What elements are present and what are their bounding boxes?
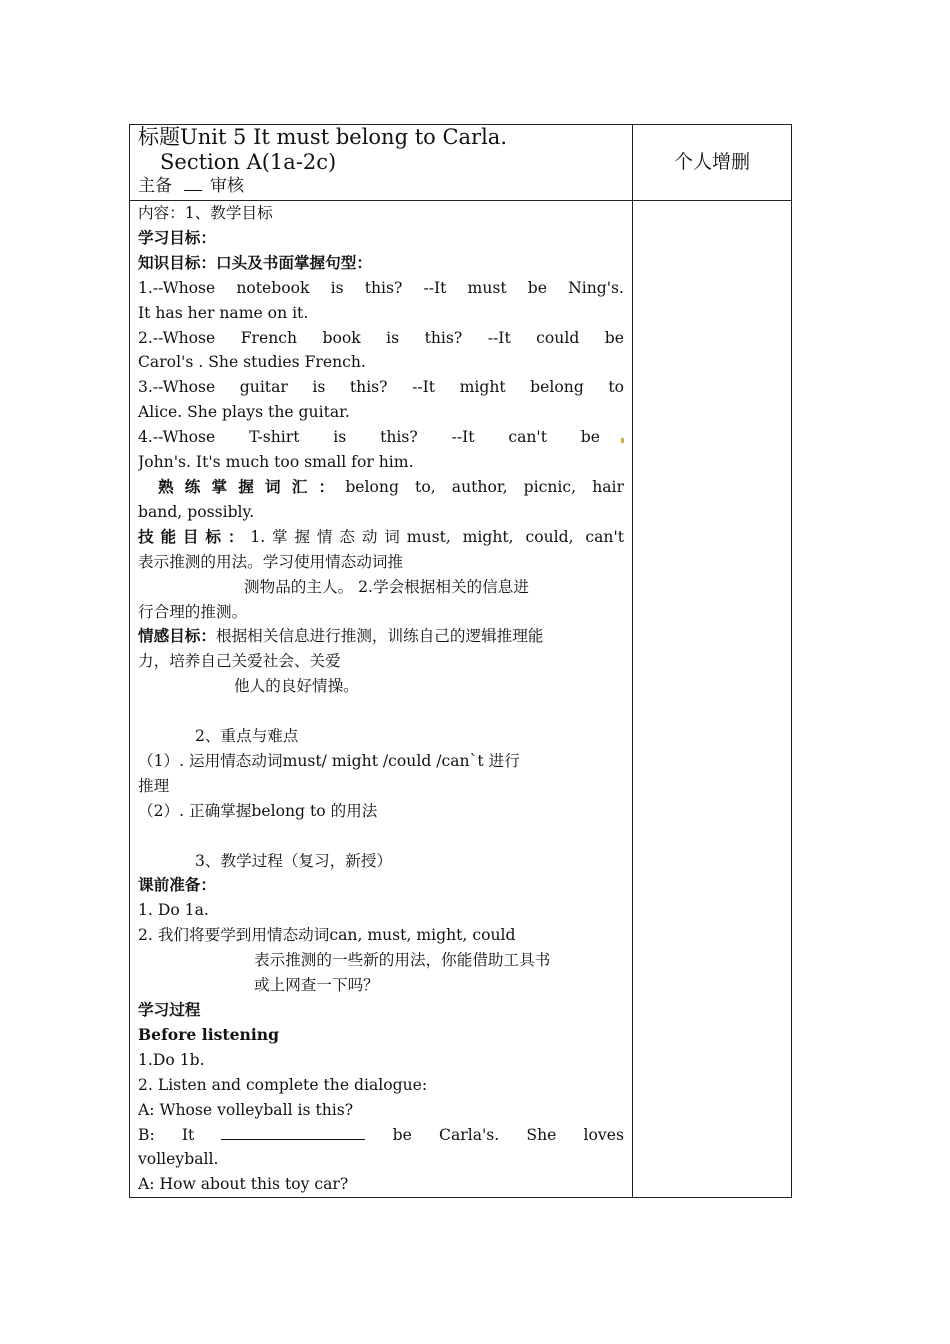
content-line: （1）. 运用情态动词must/ might /could /can`t 进行 — [138, 751, 520, 770]
spacer — [138, 699, 624, 724]
lesson-plan-table — [129, 124, 792, 1198]
skill-goals-line — [138, 525, 624, 550]
dialogue-text: be Carla's. She loves — [392, 1125, 624, 1144]
content-line: 测物品的主人。 2.学会根据相关的信息进 — [244, 577, 529, 596]
content-line: 行合理的推测。 — [138, 602, 248, 621]
before-listening-heading: Before listening — [138, 1024, 280, 1044]
dialogue-speaker-text: B: It — [138, 1125, 195, 1144]
personal-edit-heading: 个人增删 — [633, 125, 792, 201]
content-line: 推理 — [138, 776, 170, 795]
content-line: 1.Do 1b. — [138, 1050, 205, 1069]
learning-goals-heading: 学习目标： — [138, 228, 216, 247]
spacer — [138, 824, 624, 849]
ink-speck — [621, 438, 624, 443]
learning-process-heading: 学习过程 — [138, 1000, 201, 1019]
sentence-line: 4.--Whose T-shirt is this? --It can't be — [138, 428, 600, 447]
sentence-line: John's. It's much too small for him. — [138, 453, 414, 472]
sentence-line: 1.--Whose notebook is this? --It must be Ning's. — [138, 278, 624, 297]
sentence-line: 2.--Whose French book is this? --It could be — [138, 328, 624, 347]
review-label: 审核 — [210, 176, 244, 196]
prep-review-line — [138, 174, 624, 198]
sentence-line: Carol's . She studies French. — [138, 353, 366, 372]
content-cell — [130, 201, 633, 1198]
body-row — [130, 201, 792, 1198]
content-line: 2. Listen and complete the dialogue: — [138, 1075, 428, 1094]
knowledge-goals-heading: 知识目标：口头及书面掌握句型： — [138, 253, 372, 272]
dialogue-line: A: Whose volleyball is this? — [138, 1100, 354, 1119]
content-line: 或上网查一下吗？ — [254, 976, 379, 995]
content-line: 表示推测的一些新的用法，你能借助工具书 — [254, 951, 551, 970]
answer-blank[interactable] — [221, 1125, 365, 1140]
content-line: 表示推测的用法。学习使用情态动词推 — [138, 552, 404, 571]
lesson-content — [130, 201, 632, 1197]
lesson-section: Section A(1a-2c) — [160, 150, 337, 174]
emotion-goals-line — [138, 624, 624, 649]
content-line: 他人的良好情操。 — [234, 677, 359, 696]
sentence-line: Alice. She plays the guitar. — [138, 403, 350, 422]
content-line: 2. 我们将要学到用情态动词can, must, might, could — [138, 926, 516, 945]
header-row — [130, 125, 792, 201]
vocabulary-line: band, possibly. — [138, 502, 255, 521]
vocabulary-label: 熟练掌握词汇： — [158, 477, 346, 496]
personal-edit-column — [633, 201, 792, 1198]
emotion-goals-text: 根据相关信息进行推测，训练自己的逻辑推理能 — [215, 627, 544, 646]
title-cell — [130, 125, 633, 201]
vocabulary-line — [138, 475, 624, 500]
dialogue-line — [138, 1123, 624, 1148]
sentence-line: It has her name on it. — [138, 303, 309, 322]
process-heading: 3、教学过程（复习，新授） — [195, 851, 393, 870]
content-line: （2）. 正确掌握belong to 的用法 — [138, 801, 378, 820]
content-line: 力，培养自己关爱社会、关爱 — [138, 652, 341, 671]
vocabulary-text: belong to, author, picnic, hair — [345, 477, 624, 496]
emotion-goals-label: 情感目标： — [138, 627, 216, 646]
content-line: 1. Do 1a. — [138, 901, 209, 920]
prep-label: 主备 — [138, 176, 172, 196]
dialogue-line: A: How about this toy car? — [138, 1175, 349, 1194]
sentence-line: 3.--Whose guitar is this? --It might belong to — [138, 378, 624, 397]
skill-goals-label: 技能目标： — [138, 527, 251, 546]
prep-blank — [184, 176, 202, 191]
dialogue-line: volleyball. — [138, 1150, 219, 1169]
content-line: 内容：1、教学目标 — [138, 204, 273, 222]
lesson-title: 标题Unit 5 It must belong to Carla. — [138, 125, 507, 149]
preparation-heading: 课前准备： — [138, 876, 216, 895]
skill-goals-text: 1.掌握情态动词must, might, could, can't — [250, 527, 624, 546]
key-points-heading: 2、重点与难点 — [195, 727, 299, 746]
